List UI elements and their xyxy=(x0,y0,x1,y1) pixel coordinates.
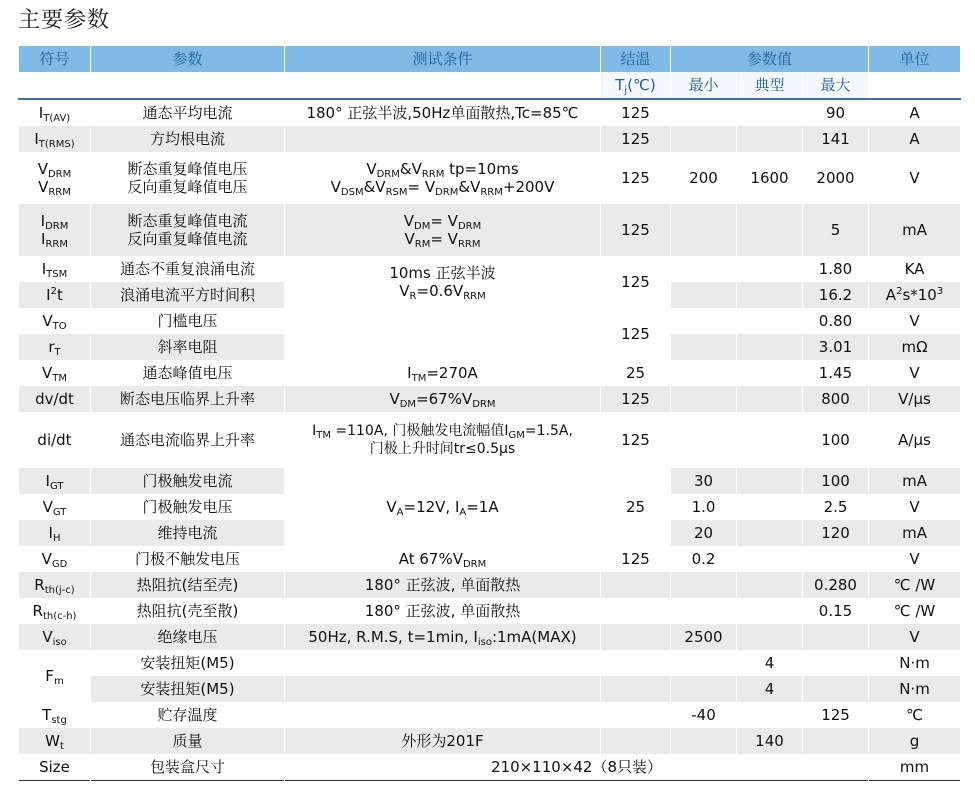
min-cell: 30 xyxy=(671,468,737,494)
max-cell: 5 xyxy=(803,204,869,256)
symbol-cell: $F_m$ xyxy=(19,650,91,702)
parameter-cell: 热阻抗(壳至散) xyxy=(91,598,285,624)
subheader-max: 最大 xyxy=(803,72,869,99)
typ-cell: 4 xyxy=(737,676,803,702)
parameter-cell: 包装盒尺寸 xyxy=(91,754,285,781)
condition-cell: $V_{DM}= V_{DRM}$ $V_{RM}= V_{RRM}$ xyxy=(285,204,601,256)
unit-cell: A xyxy=(869,126,961,152)
unit-cell: V xyxy=(869,624,961,650)
symbol-cell: $V_{TO}$ xyxy=(19,308,91,334)
symbol-cell: $R_{th(j-c)}$ xyxy=(19,572,91,598)
min-cell: 2500 xyxy=(671,624,737,650)
condition-cell: 外形为201F xyxy=(285,728,601,754)
symbol-cell: $I_H$ xyxy=(19,520,91,546)
max-cell: 0.80 xyxy=(803,308,869,334)
unit-cell: mm xyxy=(869,754,961,781)
max-cell: 100 xyxy=(803,468,869,494)
symbol-cell: $V_{iso}$ xyxy=(19,624,91,650)
subheader-min: 最小 xyxy=(671,72,737,99)
min-cell: 0.2 xyxy=(671,546,737,572)
typ-cell: 140 xyxy=(737,728,803,754)
parameter-cell: 方均根电流 xyxy=(91,126,285,152)
unit-cell: ℃ /W xyxy=(869,598,961,624)
condition-cell: 180° 正弦波, 单面散热 xyxy=(285,598,601,624)
unit-cell: mA xyxy=(869,468,961,494)
parameter-cell: 热阻抗(结至壳) xyxy=(91,572,285,598)
table-row xyxy=(19,650,961,676)
table-row xyxy=(19,598,961,624)
parameter-cell: 断态电压临界上升率 xyxy=(91,386,285,412)
tj-cell: 125 xyxy=(601,126,671,152)
symbol-cell: $I_{T(AV)}$ xyxy=(19,99,91,126)
parameter-cell: 门极触发电流 xyxy=(91,468,285,494)
page-title: 主要参数 xyxy=(18,8,111,33)
parameter-cell: 浪涌电流平方时间积 xyxy=(91,282,285,308)
parameter-cell: 门极触发电压 xyxy=(91,494,285,520)
parameter-cell: 通态峰值电压 xyxy=(91,360,285,386)
symbol-cell: $V_{GD}$ xyxy=(19,546,91,572)
condition-cell: 180° 正弦半波,50Hz单面散热,Tc=85℃ xyxy=(285,99,601,126)
max-cell: 100 xyxy=(803,412,869,468)
max-cell: 16.2 xyxy=(803,282,869,308)
parameter-cell: 安装扭矩(M5) xyxy=(91,676,285,702)
condition-cell: $V_{DM}=67\%V_{DRM}$ xyxy=(285,386,601,412)
max-cell: 0.280 xyxy=(803,572,869,598)
table-row xyxy=(19,546,961,572)
condition-cell: $V_A=12V$, $I_A=1A$ xyxy=(285,468,601,546)
condition-cell: $I_{TM} =110A$, 门极触发电流幅值$I_{GM}=1.5A$, 门极上升时间tr≤0.5μs xyxy=(285,412,601,468)
table-row xyxy=(19,308,961,334)
condition-cell: 210×110×42（8只装） xyxy=(285,754,869,781)
tj-cell: 125 xyxy=(601,412,671,468)
header-symbol: 符号 xyxy=(19,46,91,72)
table-row xyxy=(19,468,961,494)
header-row xyxy=(19,46,961,72)
unit-cell: V xyxy=(869,360,961,386)
tj-cell: 125 xyxy=(601,256,671,308)
header-unit: 单位 xyxy=(869,46,961,72)
parameter-cell: 通态平均电流 xyxy=(91,99,285,126)
unit-cell: V/μs xyxy=(869,386,961,412)
header-value: 参数值 xyxy=(671,46,869,72)
unit-cell: KA xyxy=(869,256,961,282)
parameter-cell: 断态重复峰值电流 反向重复峰值电流 xyxy=(91,204,285,256)
symbol-cell: dv/dt xyxy=(19,386,91,412)
parameter-cell: 门极不触发电压 xyxy=(91,546,285,572)
tj-cell: 125 xyxy=(601,152,671,204)
max-cell: 3.01 xyxy=(803,334,869,360)
symbol-cell: $I_{DRM}$ $I_{RRM}$ xyxy=(19,204,91,256)
symbol-cell: $r_T$ xyxy=(19,334,91,360)
unit-cell: mA xyxy=(869,520,961,546)
max-cell: 0.15 xyxy=(803,598,869,624)
table-row xyxy=(19,728,961,754)
symbol-cell: $I_{TSM}$ xyxy=(19,256,91,282)
table-row xyxy=(19,702,961,728)
condition-cell: 50Hz, R.M.S, t=1min, $I_{iso}:1mA(MAX)$ xyxy=(285,624,601,650)
symbol-cell: $V_{GT}$ xyxy=(19,494,91,520)
min-cell: 1.0 xyxy=(671,494,737,520)
parameter-cell: 维持电流 xyxy=(91,520,285,546)
tj-cell: 125 xyxy=(601,204,671,256)
max-cell: 141 xyxy=(803,126,869,152)
unit-cell: A xyxy=(869,99,961,126)
table-row xyxy=(19,152,961,204)
typ-cell: 4 xyxy=(737,650,803,676)
table-row xyxy=(19,256,961,282)
unit-cell: g xyxy=(869,728,961,754)
tj-cell: 125 xyxy=(601,386,671,412)
table-row xyxy=(19,204,961,256)
symbol-cell: $W_t$ xyxy=(19,728,91,754)
typ-cell: 1600 xyxy=(737,152,803,204)
condition-cell: At $67\%V_{DRM}$ xyxy=(285,546,601,572)
max-cell: 2000 xyxy=(803,152,869,204)
unit-cell: mA xyxy=(869,204,961,256)
unit-cell: V xyxy=(869,308,961,334)
parameter-cell: 门槛电压 xyxy=(91,308,285,334)
header-junction-temp: 结温 xyxy=(601,46,671,72)
subheader-row xyxy=(19,72,961,99)
symbol-cell: $V_{TM}$ xyxy=(19,360,91,386)
unit-cell: V xyxy=(869,494,961,520)
tj-cell: 25 xyxy=(601,360,671,386)
max-cell: 1.45 xyxy=(803,360,869,386)
symbol-cell: di/dt xyxy=(19,412,91,468)
condition-cell: $I_{TM}=270A$ xyxy=(285,360,601,386)
min-cell: 200 xyxy=(671,152,737,204)
symbol-cell: $I_{T(RMS)}$ xyxy=(19,126,91,152)
parameter-cell: 绝缘电压 xyxy=(91,624,285,650)
unit-cell: N·m xyxy=(869,676,961,702)
header-parameter: 参数 xyxy=(91,46,285,72)
table-row xyxy=(19,572,961,598)
condition-cell: $V_{DRM}\&V_{RRM}$ tp=10ms $V_{DSM}\&V_{RSM}=$ $V_{DRM}\&V_{RRM}+200V$ xyxy=(285,152,601,204)
condition-cell: 180° 正弦波, 单面散热 xyxy=(285,572,601,598)
parameter-cell: 通态不重复浪涌电流 xyxy=(91,256,285,282)
unit-cell: V xyxy=(869,152,961,204)
parameter-cell: 质量 xyxy=(91,728,285,754)
unit-cell: mΩ xyxy=(869,334,961,360)
min-cell: 20 xyxy=(671,520,737,546)
max-cell: 90 xyxy=(803,99,869,126)
table-row xyxy=(19,412,961,468)
symbol-cell: Size xyxy=(19,754,91,781)
table-row xyxy=(19,126,961,152)
tj-cell: 125 xyxy=(601,546,671,572)
parameter-cell: 安装扭矩(M5) xyxy=(91,650,285,676)
table-row xyxy=(19,360,961,386)
table-row xyxy=(19,386,961,412)
table-row xyxy=(19,676,961,702)
symbol-cell: $R_{th(c-h)}$ xyxy=(19,598,91,624)
symbol-cell: $I_{GT}$ xyxy=(19,468,91,494)
parameter-cell: 贮存温度 xyxy=(91,702,285,728)
tj-cell: 25 xyxy=(601,468,671,546)
max-cell: 120 xyxy=(803,520,869,546)
unit-cell: ℃ xyxy=(869,702,961,728)
parameter-cell: 通态电流临界上升率 xyxy=(91,412,285,468)
symbol-cell: $I^2t$ xyxy=(19,282,91,308)
header-test-condition: 测试条件 xyxy=(285,46,601,72)
unit-cell: $A^2s*10^3$ xyxy=(869,282,961,308)
max-cell: 2.5 xyxy=(803,494,869,520)
parameter-table xyxy=(18,46,961,781)
unit-cell: ℃ /W xyxy=(869,572,961,598)
parameter-cell: 斜率电阻 xyxy=(91,334,285,360)
tj-cell: 125 xyxy=(601,308,671,360)
subheader-tj: $T_j(℃)$ xyxy=(601,72,671,99)
parameter-cell: 断态重复峰值电压 反向重复峰值电压 xyxy=(91,152,285,204)
condition-cell: 10ms 正弦半波 $V_R=0.6V_{RRM}$ xyxy=(285,256,601,308)
subheader-typ: 典型 xyxy=(737,72,803,99)
symbol-cell: $T_{stg}$ xyxy=(19,702,91,728)
max-cell: 1.80 xyxy=(803,256,869,282)
min-cell: -40 xyxy=(671,702,737,728)
unit-cell: A/μs xyxy=(869,412,961,468)
unit-cell: N·m xyxy=(869,650,961,676)
table-row xyxy=(19,99,961,126)
max-cell: 125 xyxy=(803,702,869,728)
unit-cell: V xyxy=(869,546,961,572)
symbol-cell: $V_{DRM}$ $V_{RRM}$ xyxy=(19,152,91,204)
max-cell: 800 xyxy=(803,386,869,412)
table-row xyxy=(19,624,961,650)
table-row xyxy=(19,754,961,781)
tj-cell: 125 xyxy=(601,99,671,126)
